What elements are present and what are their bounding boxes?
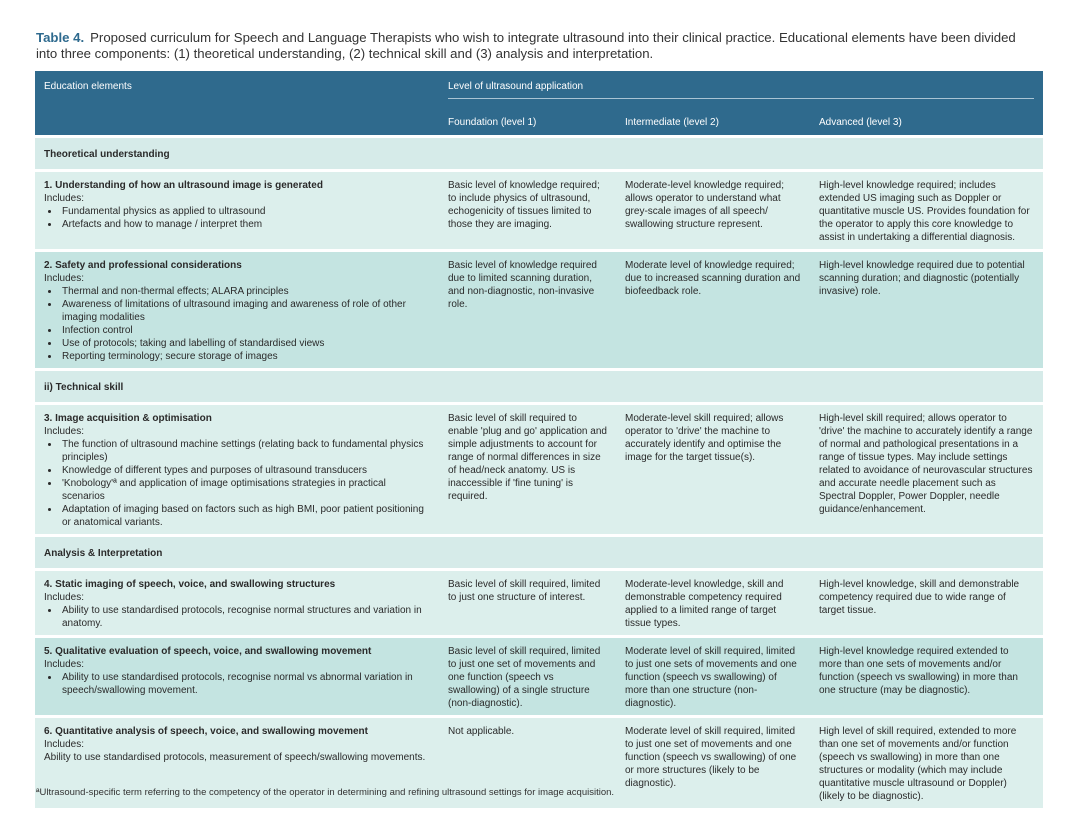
curriculum-table — [35, 71, 1043, 808]
table-row — [35, 249, 1043, 368]
foundation-cell: Basic level of skill required, limited to just one set of movements and one function (speech vs swallowing) of a single structure (non-diagnostic). — [439, 635, 616, 715]
foundation-cell: Basic level of knowledge required; to include physics of ultrasound, echogenicity of tissues limited to those they are imaging. — [439, 169, 616, 249]
bullet-item: • 'Knobology'ª and application of image optimisations strategies in practical scenarios — [60, 477, 430, 503]
element-bullets — [44, 438, 430, 529]
education-element-cell — [35, 169, 439, 249]
table-label: Table 4. — [36, 30, 85, 45]
bullet-item: • Adaptation of imaging based on factors such as high BMI, poor patient positioning or anatomical variants. — [60, 503, 430, 529]
intermediate-cell: Moderate level of knowledge required; due to increased scanning duration and biofeedback role. — [616, 249, 810, 368]
bullet-item: • Knowledge of different types and purposes of ultrasound transducers — [60, 464, 430, 477]
bullet-item: • Reporting terminology; secure storage of images — [60, 350, 430, 363]
bullet-item: • Ability to use standardised protocols, recognise normal vs abnormal variation in speech/swallowing movement. — [60, 671, 430, 697]
intermediate-cell: Moderate-level skill required; allows operator to 'drive' the machine to accurately identify and optimise the image for the target tissue(s). — [616, 402, 810, 534]
bullet-item: • Fundamental physics as applied to ultrasound — [60, 205, 430, 218]
includes-label: Includes: — [44, 426, 85, 437]
intermediate-cell: Moderate-level knowledge, skill and demonstrable competency required applied to a limited range of target tissue types. — [616, 568, 810, 635]
table-footnote: ªUltrasound-specific term referring to the competency of the operator in determining and refining ultrasound settings for image acquisition. — [36, 787, 615, 798]
advanced-cell: High level of skill required, extended to more than one set of movements and/or function (speech vs swallowing) in more than one structures or modality (which may include quantitative muscle ultrasound or Doppler) (likely to be diagnostic). — [810, 715, 1043, 808]
includes-label: Includes: — [44, 193, 85, 204]
header-advanced: Advanced (level 3) — [810, 108, 1043, 135]
foundation-cell: Basic level of knowledge required due to limited scanning duration, and non-diagnostic, non-invasive role. — [439, 249, 616, 368]
intermediate-cell: Moderate level of skill required, limited to just one sets of movements and one function (speech vs swallowing) of more than one structure (non-diagnostic). — [616, 635, 810, 715]
header-education-elements: Education elements — [35, 71, 439, 135]
table-row — [35, 402, 1043, 534]
advanced-cell: High-level skill required; allows operator to 'drive' the machine to accurately identify a range of normal and pathological presentations in a range of tissue types. May include settings related to avoidance of neurovascular structures and accurate needle placement such as Spectral Doppler, Power Doppler, needle guidance/enhancement. — [810, 402, 1043, 534]
element-title: 5. Qualitative evaluation of speech, voice, and swallowing movement — [44, 646, 372, 657]
advanced-cell: High-level knowledge required extended to more than one sets of movements and/or function (speech vs swallowing) in more than one structure (may be diagnostic). — [810, 635, 1043, 715]
foundation-cell: Not applicable. — [439, 715, 616, 808]
element-title: 3. Image acquisition & optimisation — [44, 413, 212, 424]
element-title: 6. Quantitative analysis of speech, voice, and swallowing movement — [44, 726, 368, 737]
section-technical-skill: ii) Technical skill — [35, 368, 1043, 402]
element-title: 1. Understanding of how an ultrasound image is generated — [44, 180, 323, 191]
education-element-cell — [35, 568, 439, 635]
table-row — [35, 568, 1043, 635]
element-title: 2. Safety and professional considerations — [44, 260, 242, 271]
header-intermediate: Intermediate (level 2) — [616, 108, 810, 135]
education-element-cell — [35, 635, 439, 715]
intermediate-cell: Moderate-level knowledge required; allows operator to understand what grey-scale images of all speech/ swallowing structure represent. — [616, 169, 810, 249]
includes-label: Includes: — [44, 659, 85, 670]
advanced-cell: High-level knowledge required due to potential scanning duration; and diagnostic (potentially invasive) role. — [810, 249, 1043, 368]
advanced-cell: High-level knowledge, skill and demonstrable competency required due to wide range of target tissue. — [810, 568, 1043, 635]
bullet-item: • Infection control — [60, 324, 430, 337]
element-bullets — [44, 604, 430, 630]
foundation-cell: Basic level of skill required, limited to just one structure of interest. — [439, 568, 616, 635]
bullet-item: • Artefacts and how to manage / interpret them — [60, 218, 430, 231]
bullet-item: • Thermal and non-thermal effects; ALARA principles — [60, 285, 430, 298]
table-row — [35, 635, 1043, 715]
foundation-cell: Basic level of skill required to enable 'plug and go' application and simple adjustments to account for range of normal differences in size of head/neck anatomy. US is inaccessible if 'fine tuning' is required. — [439, 402, 616, 534]
bullet-item: • Ability to use standardised protocols, recognise normal structures and variation in anatomy. — [60, 604, 430, 630]
includes-label: Includes: — [44, 739, 85, 750]
header-level-of-application: Level of ultrasound application — [439, 71, 1043, 108]
table-row — [35, 169, 1043, 249]
header-foundation: Foundation (level 1) — [439, 108, 616, 135]
element-bullets — [44, 205, 430, 231]
education-element-cell — [35, 249, 439, 368]
bullet-item: • The function of ultrasound machine settings (relating back to fundamental physics principles) — [60, 438, 430, 464]
section-theoretical-understanding: Theoretical understanding — [35, 135, 1043, 169]
advanced-cell: High-level knowledge required; includes extended US imaging such as Doppler or quantitative muscle US. Provides foundation for the operator to apply this core knowledge to assist in undertaking a differential diagnosis. — [810, 169, 1043, 249]
element-title: 4. Static imaging of speech, voice, and swallowing structures — [44, 579, 336, 590]
includes-label: Includes: — [44, 592, 85, 603]
education-element-cell — [35, 402, 439, 534]
table-caption — [36, 30, 1036, 62]
element-bullets — [44, 285, 430, 363]
intermediate-cell: Moderate level of skill required, limited to just one set of movements and one function (speech vs swallowing) of one or more structures (likely to be diagnostic). — [616, 715, 810, 808]
element-bullets — [44, 671, 430, 697]
includes-label: Includes: — [44, 273, 85, 284]
element-body: Ability to use standardised protocols, measurement of speech/swallowing movements. — [44, 752, 426, 763]
bullet-item: • Use of protocols; taking and labelling of standardised views — [60, 337, 430, 350]
bullet-item: • Awareness of limitations of ultrasound imaging and awareness of role of other imaging modalities — [60, 298, 430, 324]
caption-text: Proposed curriculum for Speech and Language Therapists who wish to integrate ultrasound into their clinical practice. Educational elements have been divided into three components: (1) theoretical understanding, (2) technical skill and (3) analysis and interpretation. — [36, 30, 1016, 61]
section-analysis-interpretation: Analysis & Interpretation — [35, 534, 1043, 568]
